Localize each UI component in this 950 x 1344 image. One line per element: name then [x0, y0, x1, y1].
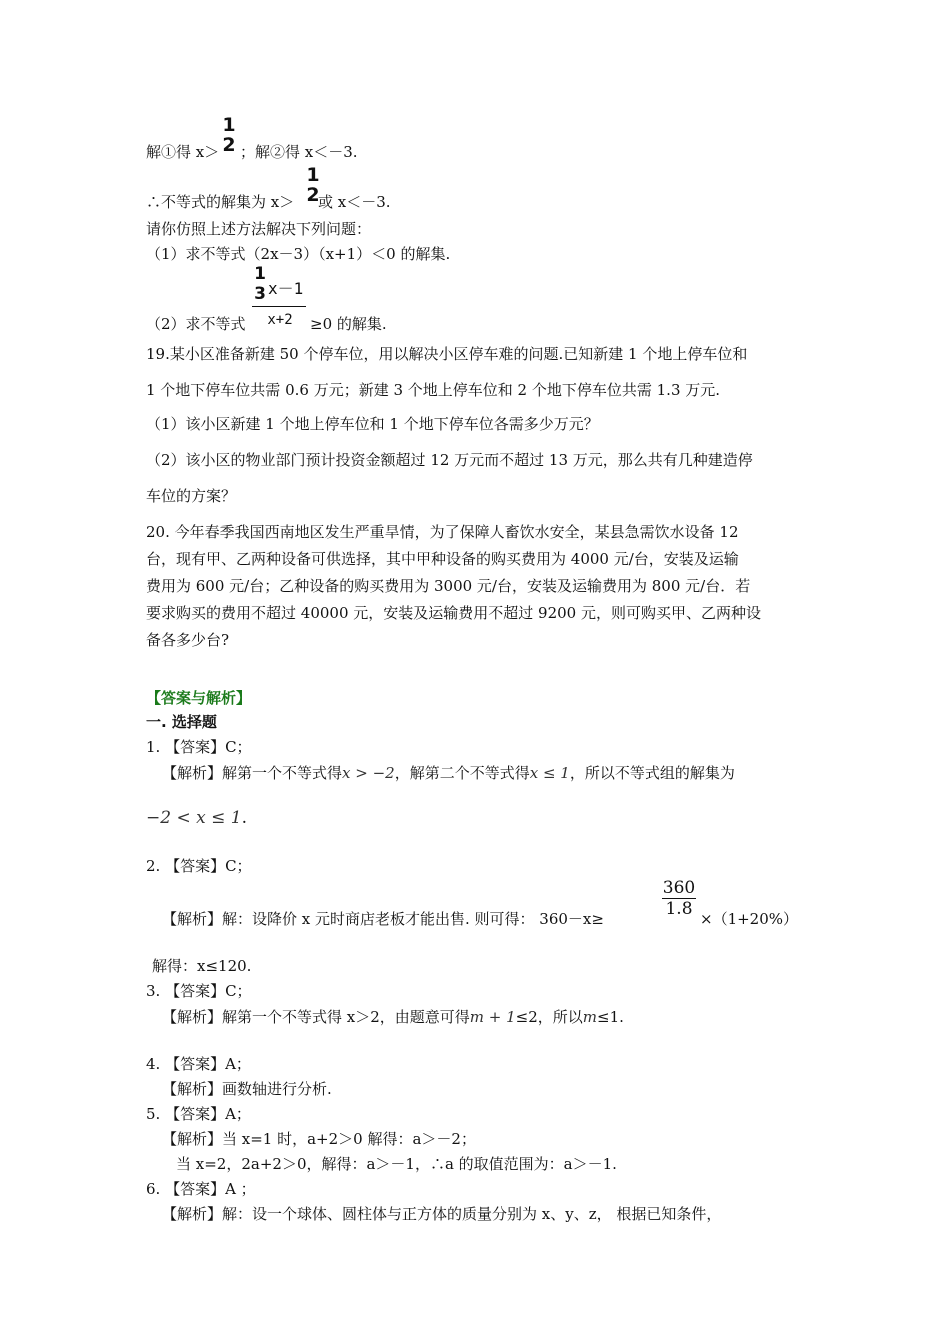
example-question-2-suffix: ≥0 的解集. — [310, 315, 387, 333]
analysis-5-line-1: 【解析】当 x=1 时，a+2＞0 解得：a＞－2； — [162, 1130, 476, 1148]
analysis-5-line-2: 当 x=2，2a+2＞0，解得：a＞－1，∴a 的取值范围为：a＞－1. — [176, 1155, 617, 1173]
q20-line-5: 备各多少台? — [146, 631, 230, 649]
answer-2: 2. 【答案】C； — [146, 857, 252, 875]
example-instruction: 请你仿照上述方法解决下列问题： — [146, 220, 372, 238]
q19-sub-2b: 车位的方案？ — [146, 487, 237, 505]
math-solution-range: −2 < x ≤ 1 — [146, 808, 242, 828]
analysis-6: 【解析】解：设一个球体、圆柱体与正方体的质量分别为 x、y、z， 根据已知条件， — [162, 1205, 722, 1223]
fraction-360-over-1-8: 360 1.8 — [662, 878, 696, 919]
compound-fraction — [252, 266, 308, 329]
answer-4: 4. 【答案】A； — [146, 1055, 251, 1073]
q19-line-2: 1 个地下停车位共需 0.6 万元；新建 3 个地上停车位和 2 个地下停车位共需 1.3 万元. — [146, 381, 721, 399]
answer-6: 6. 【答案】A ； — [146, 1180, 256, 1198]
example-line-1-rest: ；解②得 x＜－3. — [240, 143, 358, 161]
main-fraction-bar — [252, 306, 306, 307]
answer-5: 5. 【答案】A； — [146, 1105, 251, 1123]
example-line-1: 解①得 x＞ — [146, 143, 220, 161]
analysis-3: 【解析】解第一个不等式得 x＞2，由题意可得m + 1≤2，所以m≤1. — [162, 1008, 624, 1026]
fraction-one-third: 1 3 — [254, 264, 266, 304]
q19-line-1: 19.某小区准备新建 50 个停车位，用以解决小区停车难的问题.已知新建 1 个地上停车位和 — [146, 345, 748, 363]
analysis-2: 【解析】解：设降价 x 元时商店老板才能出售. 则可得： 360－x≥ — [162, 910, 604, 928]
section-heading-choice: 一. 选择题 — [146, 713, 217, 731]
example-line-2: ∴不等式的解集为 x＞ — [146, 193, 295, 211]
math-m: m — [582, 1008, 598, 1026]
q19-sub-2a: （2）该小区的物业部门预计投资金额超过 12 万元而不超过 13 万元，那么共有几种建造停 — [146, 451, 753, 469]
analysis-1-solution: −2 < x ≤ 1. — [146, 808, 247, 828]
analysis-2-rest: ×（1+20%） — [700, 910, 799, 928]
analysis-4: 【解析】画数轴进行分析. — [162, 1080, 332, 1098]
math-m-plus-1: m + 1 — [469, 1008, 516, 1026]
q20-line-4: 要求购买的费用不超过 40000 元，安装及运输费用不超过 9200 元，则可购买甲、乙两种设 — [146, 604, 761, 622]
q20-line-3: 费用为 600 元/台；乙种设备的购买费用为 3000 元/台，安装及运输费用为 800 元/台．若 — [146, 577, 751, 595]
example-line-2-rest: 或 x＜－3. — [318, 193, 391, 211]
math-x-gt-neg2: x > −2 — [342, 764, 395, 782]
q20-line-2: 台，现有甲、乙两种设备可供选择，其中甲种设备的购买费用为 4000 元/台，安装及运输 — [146, 550, 739, 568]
fraction-denominator: x+2 — [267, 312, 293, 328]
q19-sub-1: （1）该小区新建 1 个地上停车位和 1 个地下停车位各需多少万元？ — [146, 415, 599, 433]
q20-line-1: 20. 今年春季我国西南地区发生严重旱情，为了保障人畜饮水安全，某县急需饮水设备 12 — [146, 523, 739, 541]
math-x-le-1: x ≤ 1 — [529, 764, 570, 782]
example-question-2-prefix: （2）求不等式 — [146, 315, 246, 333]
fraction-one-half: 1 2 — [222, 114, 236, 156]
example-question-1: （1）求不等式（2x－3）（x+1）＜0 的解集. — [146, 245, 451, 263]
numerator-rest: x－1 — [268, 279, 304, 298]
answers-heading: 【答案与解析】 — [146, 689, 252, 707]
answer-1: 1. 【答案】C； — [146, 738, 252, 756]
answer-3: 3. 【答案】C； — [146, 982, 252, 1000]
analysis-1: 【解析】解第一个不等式得x > −2，解第二个不等式得x ≤ 1，所以不等式组的解集为 — [162, 764, 735, 782]
fraction-one-half-2: 1 2 — [306, 164, 320, 206]
analysis-2-solution: 解得：x≤120. — [152, 957, 252, 975]
